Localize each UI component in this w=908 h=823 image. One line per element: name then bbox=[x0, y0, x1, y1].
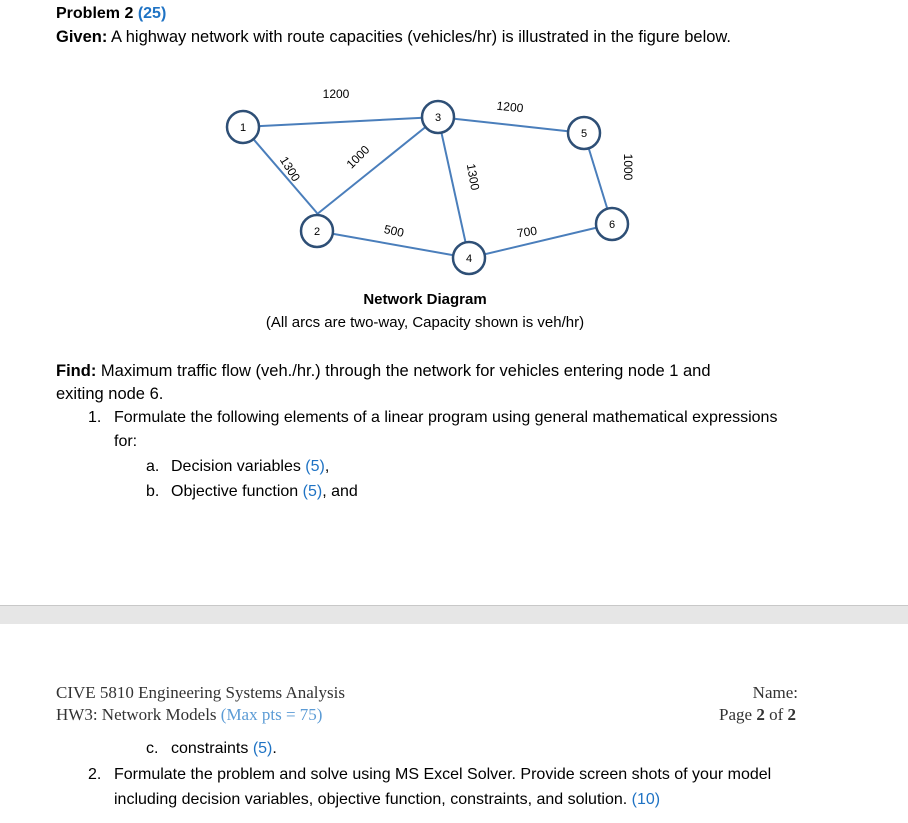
node-6-label: 6 bbox=[608, 219, 616, 231]
page-label: Page bbox=[719, 705, 753, 724]
edge-label-1-3: 1200 bbox=[322, 87, 350, 101]
given-text: A highway network with route capacities (vehicles/hr) is illustrated in the figure below. bbox=[111, 28, 732, 46]
page-of: of bbox=[769, 705, 784, 724]
network-diagram bbox=[0, 0, 908, 340]
edge-1-3 bbox=[243, 117, 438, 127]
item-1a-points: (5) bbox=[305, 458, 325, 475]
page-total: 2 bbox=[787, 705, 796, 724]
find-line-1 bbox=[56, 362, 711, 381]
edge-label-2-3: 1000 bbox=[343, 142, 373, 172]
edge-label-5-6: 1000 bbox=[621, 153, 635, 181]
item-2-text-2: including decision variables, objective function, constraints, and solution. bbox=[114, 791, 628, 808]
node-4-label: 4 bbox=[465, 253, 473, 265]
item-1b-points: (5) bbox=[302, 483, 323, 500]
node-5-label: 5 bbox=[580, 128, 588, 140]
edge-label-3-4: 1300 bbox=[463, 162, 483, 192]
item-1b bbox=[171, 483, 358, 501]
item-1c bbox=[171, 740, 277, 758]
edge-label-3-5: 1200 bbox=[495, 98, 525, 116]
diagram-caption-title: Network Diagram bbox=[363, 291, 487, 308]
item-1-text-1: Formulate the following elements of a linear program using general mathematical expressions bbox=[114, 409, 778, 426]
edge-3-5 bbox=[438, 117, 584, 133]
item-1c-points: (5) bbox=[252, 740, 273, 757]
item-1-number: 1. bbox=[88, 409, 102, 426]
edge-3-4 bbox=[438, 117, 469, 258]
page-num: 2 bbox=[756, 705, 765, 724]
page-2 bbox=[0, 624, 908, 823]
header-course: CIVE 5810 Engineering Systems Analysis bbox=[56, 683, 345, 702]
find-label: Find: bbox=[56, 362, 97, 380]
find-text-1: Maximum traffic flow (veh./hr.) through the network for vehicles entering node 1 and bbox=[100, 362, 711, 380]
node-3-label: 3 bbox=[434, 112, 442, 124]
item-1b-tail: , and bbox=[322, 483, 358, 500]
edge-4-6 bbox=[469, 224, 612, 258]
node-1-label: 1 bbox=[239, 122, 247, 134]
item-1b-letter: b. bbox=[146, 483, 160, 500]
given-label: Given: bbox=[56, 28, 108, 46]
item-1a-letter: a. bbox=[146, 458, 160, 475]
item-1a-text: Decision variables bbox=[171, 458, 301, 475]
header-max-pts: (Max pts = 75) bbox=[220, 705, 323, 724]
header-hw-title: HW3: Network Models bbox=[56, 705, 217, 724]
header-name-label: Name: bbox=[752, 683, 798, 702]
item-1c-tail: . bbox=[272, 740, 277, 757]
problem-points: (25) bbox=[137, 5, 167, 22]
edge-2-3 bbox=[316, 117, 438, 215]
item-1c-letter: c. bbox=[146, 740, 159, 757]
page-gap bbox=[0, 605, 908, 625]
edge-label-2-4: 500 bbox=[382, 222, 406, 240]
item-1-text-2: for: bbox=[114, 433, 138, 450]
item-2-text-1: Formulate the problem and solve using MS Excel Solver. Provide screen shots of your model bbox=[114, 766, 772, 783]
item-2-points: (10) bbox=[631, 791, 661, 808]
item-1a-tail: , bbox=[324, 458, 330, 475]
node-2-label: 2 bbox=[313, 226, 321, 238]
find-line-2: exiting node 6. bbox=[56, 385, 164, 403]
header-page-number bbox=[719, 705, 796, 725]
item-2-number: 2. bbox=[88, 766, 102, 783]
item-1b-text: Objective function bbox=[171, 483, 299, 500]
item-1c-text: constraints bbox=[171, 740, 249, 757]
problem-label: Problem 2 bbox=[56, 5, 134, 22]
edge-label-1-2: 1300 bbox=[276, 153, 304, 185]
item-1a bbox=[171, 458, 329, 476]
diagram-caption-sub: (All arcs are two-way, Capacity shown is veh/hr) bbox=[265, 314, 585, 331]
header-hw bbox=[56, 705, 322, 725]
edge-label-4-6: 700 bbox=[516, 223, 538, 241]
item-2-line-2 bbox=[114, 791, 660, 809]
